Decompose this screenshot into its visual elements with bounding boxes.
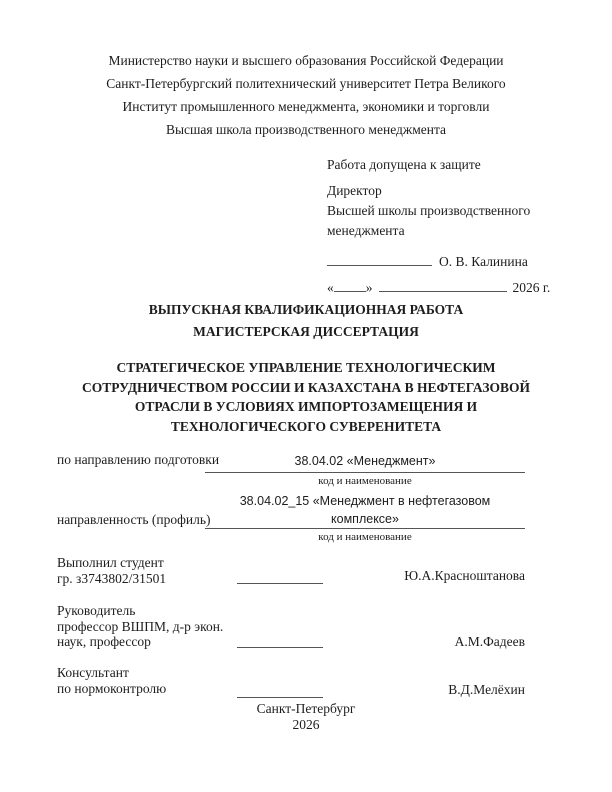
student-role-line1: Выполнил студент — [57, 555, 164, 570]
field-caption-profile: код и наименование — [318, 531, 412, 543]
consultant-name: В.Д.Мелёхин — [448, 682, 525, 697]
date-year: 2026 г. — [512, 280, 551, 295]
approval-block — [327, 155, 587, 298]
supervisor-signature-line — [237, 634, 323, 648]
field-caption-direction: код и наименование — [318, 475, 412, 487]
student-group: гр. з3743802/31501 — [57, 570, 167, 586]
approval-signature-line — [327, 252, 432, 266]
supervisor-role-line2: профессор ВШПМ, д-р экон. — [57, 618, 224, 634]
date-day-blank — [334, 278, 366, 292]
city: Санкт-Петербург — [256, 701, 356, 716]
header-line-institute: Институт промышленного менеджмента, экономики и торговли — [122, 99, 490, 114]
approval-statement: Работа допущена к защите — [327, 157, 481, 172]
approval-school-line1: Высшей школы производственного — [327, 203, 531, 218]
header-line-school: Высшая школа производственного менеджмента — [165, 122, 447, 137]
work-type-line2: МАГИСТЕРСКАЯ ДИССЕРТАЦИЯ — [193, 323, 419, 339]
consultant-role-block — [57, 665, 166, 696]
header-line-ministry: Министерство науки и высшего образования Российской Федерации — [108, 53, 504, 68]
approval-position: Директор — [327, 183, 382, 198]
consultant-signature-line — [237, 684, 323, 698]
supervisor-role-line1: Руководитель — [57, 603, 136, 618]
approval-date-row — [327, 278, 587, 298]
field-label-profile: направленность (профиль) — [57, 512, 211, 527]
consultant-role-line1: Консультант — [57, 665, 129, 680]
supervisor-role-block — [57, 603, 223, 650]
city-year-block — [0, 701, 612, 732]
header-line-university: Санкт-Петербургский политехнический университет Петра Великого — [106, 76, 506, 91]
ministry-header — [0, 49, 612, 141]
supervisor-name: А.М.Фадеев — [454, 634, 525, 649]
approval-signer-name: О. В. Калинина — [439, 254, 528, 269]
field-label-direction: по направлению подготовки — [57, 452, 220, 467]
supervisor-role-line3: наук, профессор — [57, 634, 151, 649]
consultant-role-line2: по нормоконтролю — [57, 680, 167, 696]
student-name: Ю.А.Красноштанова — [404, 568, 525, 583]
date-month-blank — [379, 278, 507, 292]
thesis-title-line3: ОТРАСЛИ В УСЛОВИЯХ ИМПОРТОЗАМЕЩЕНИЯ И — [134, 399, 478, 415]
work-type-heading — [0, 299, 612, 342]
field-value-profile-line2: комплексе» — [331, 512, 399, 526]
thesis-title-line4: ТЕХНОЛОГИЧЕСКОГО СУВЕРЕНИТЕТА — [170, 418, 442, 434]
date-quote-close: » — [365, 280, 373, 295]
year: 2026 — [292, 716, 320, 732]
approval-school-line2: менеджмента — [327, 223, 405, 238]
date-quote-open: « — [327, 280, 334, 295]
field-value-direction: 38.04.02 «Менеджмент» — [205, 450, 525, 473]
student-role-block — [57, 555, 166, 586]
thesis-title-line1: СТРАТЕГИЧЕСКОЕ УПРАВЛЕНИЕ ТЕХНОЛОГИЧЕСКИМ — [116, 360, 496, 375]
student-signature-line — [237, 570, 323, 584]
approval-signature-row — [327, 252, 587, 272]
field-value-profile-line1: 38.04.02_15 «Менеджмент в нефтегазовом — [239, 494, 491, 508]
thesis-title-line2: СОТРУДНИЧЕСТВОМ РОССИИ И КАЗАХСТАНА В НЕФТЕГАЗОВОЙ — [82, 379, 530, 395]
thesis-title — [46, 358, 566, 436]
work-type-line1: ВЫПУСКНАЯ КВАЛИФИКАЦИОННАЯ РАБОТА — [148, 302, 464, 317]
field-value-profile — [205, 492, 525, 529]
